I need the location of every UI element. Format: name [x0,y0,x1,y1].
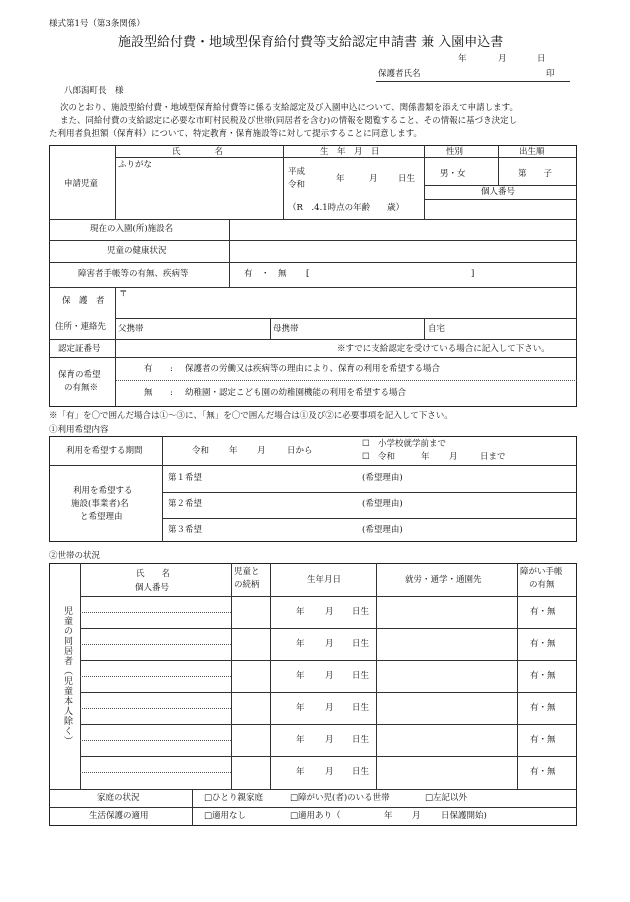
postal-mark: 〒 [119,289,128,299]
hh-header-relation-2: の続柄 [234,580,260,590]
cert-note: ※すでに支給認定を受けている場合に記入して下さい。 [337,344,550,354]
option-year: 年 [421,452,430,462]
personal-number-label: 個人番号 [481,187,516,197]
guardian-label: 保 護 者 [62,296,105,306]
hh-row-5-month: 月 [325,735,334,745]
era-heisei[interactable]: 平成 [288,167,306,177]
hh-header-name: 氏 名 [136,569,171,579]
bracket-close: ] [471,269,475,279]
hh-row-1-day: 日生 [352,607,370,617]
choice-1-reason: (希望理由) [362,473,403,483]
header-name: 氏 名 [172,147,224,157]
hh-row-6-yes-no[interactable]: 有・無 [530,767,556,777]
option-until: 日まで [480,452,506,462]
hh-row-6-year: 年 [296,767,305,777]
hh-header-dob: 生年月日 [307,575,342,585]
hh-row-2-year: 年 [296,639,305,649]
health-field[interactable] [230,241,576,261]
age-note: （R .4.1時点の年齢 歳） [288,203,405,213]
seal-label: 印 [546,69,555,79]
colon-2: : [170,388,173,398]
wish-no[interactable]: 無 [144,388,153,398]
option-reiwa: 令和 [378,452,396,462]
note-1: ※「有」を〇で囲んだ場合は①～③に、「無」を〇で囲んだ場合は①及び②に必要事項を記入して下さい。 [49,411,453,421]
hh-header-personal-no: 個人番号 [135,583,170,593]
date-year-label: 年 [458,54,467,64]
hh-row-4-yes-no[interactable]: 有・無 [530,703,556,713]
section-1-title: ①利用希望内容 [49,425,109,435]
hh-row-3-month: 月 [325,671,334,681]
header-dob: 生 年 月 日 [320,147,380,157]
welfare-label: 生活保護の適用 [89,811,149,821]
family-status-label: 家庭の状況 [97,793,140,803]
welfare-applied[interactable]: □適用あり（ [290,811,341,821]
current-facility-label: 現在の入園(所)施設名 [90,224,174,234]
disability-label: 障害者手帳等の有無、疾病等 [78,269,189,279]
cert-number-label: 認定証番号 [58,344,101,354]
period-month: 月 [257,446,266,456]
checkbox-preschool[interactable]: ☐ [362,439,370,449]
period-label: 利用を希望する期間 [66,446,143,456]
family-disability[interactable]: □障がい児(者)のいる世帯 [290,793,390,803]
hh-row-6-month: 月 [325,767,334,777]
choice-3-label: 第３希望 [168,525,203,535]
disability-yes-no[interactable]: 有 ・ 無 [244,269,287,279]
section-2-title: ②世帯の状況 [49,551,101,561]
hh-row-2-month: 月 [325,639,334,649]
facility-label-2: 施設(事業者)名 [71,499,129,509]
mother-mobile-label: 母携帯 [273,324,299,334]
hh-row-5-day: 日生 [352,735,370,745]
guardian-name-label: 保護者氏名 [378,69,421,79]
intro-line-1: 次のとおり、施設型給付費・地域型保育給付費等に係る支給認定及び入園申込について、関係書類を添えて申請します。 [60,103,518,113]
hh-header-work: 就労・通学・通園先 [405,575,482,585]
period-from: 日から [287,446,313,456]
hh-row-5-yes-no[interactable]: 有・無 [530,735,556,745]
nursery-wish-label: 保育の希望 [58,370,101,380]
choice-2-reason: (希望理由) [362,499,403,509]
current-facility-field[interactable] [230,220,576,239]
period-year: 年 [229,446,238,456]
facility-label-3: と希望理由 [80,512,123,522]
disability-detail-field[interactable] [312,264,468,284]
hh-row-5-year: 年 [296,735,305,745]
hh-row-3-yes-no[interactable]: 有・無 [530,671,556,681]
hh-row-6-day: 日生 [352,767,370,777]
household-side-label: 児童の同居者（児童本人除く） [62,606,72,746]
colon-1: : [170,364,173,374]
guardian-name-line[interactable] [376,81,570,82]
wish-yes[interactable]: 有 [144,364,153,374]
era-reiwa[interactable]: 令和 [288,180,306,190]
sex-options[interactable]: 男・女 [440,169,466,179]
period-reiwa: 令和 [192,446,210,456]
wish-no-desc: 幼稚園・認定こども園の幼稚園機能の利用を希望する場合 [185,388,407,398]
furigana-label: ふりがな [118,160,153,170]
hh-header-disability-2: の有無 [529,580,555,590]
choice-1-label: 第１希望 [168,473,203,483]
hh-row-3-day: 日生 [352,671,370,681]
father-mobile-label: 父携帯 [118,324,144,334]
welfare-month: 月 [412,811,421,821]
family-single-parent[interactable]: □ひとり親家庭 [204,793,264,803]
page-title: 施設型給付費・地域型保育給付費等支給認定申請書 兼 入園申込書 [118,35,504,50]
welfare-none[interactable]: □適用なし [204,811,247,821]
welfare-start: 日保護開始) [441,811,487,821]
date-day-label: 日 [537,54,546,64]
checkbox-until-date[interactable]: ☐ [362,452,370,462]
hh-row-4-year: 年 [296,703,305,713]
hh-row-1-month: 月 [325,607,334,617]
choice-3-reason: (希望理由) [362,525,403,535]
intro-line-2: また、同給付費の支給認定に必要な市町村民税及び世帯(同居者を含む)の情報を閲覧すること、その情報に基づき決定し [60,116,518,126]
birth-order[interactable]: 第 子 [518,169,553,179]
health-label: 児童の健康状況 [107,246,167,256]
household-table [49,563,577,826]
wish-yes-desc: 保護者の労働又は疾病等の理由により、保育の利用を希望する場合 [185,364,441,374]
address-field[interactable] [116,288,576,317]
hh-row-4-day: 日生 [352,703,370,713]
facility-label-1: 利用を希望する [73,486,133,496]
form-number: 様式第1号（第3条関係） [49,19,145,29]
hh-row-1-yes-no[interactable]: 有・無 [530,607,556,617]
addressee: 八郎潟町長 様 [64,86,124,96]
hh-row-3-year: 年 [296,671,305,681]
address-contact-label: 住所・連絡先 [55,322,107,332]
option-month: 月 [449,452,458,462]
hh-row-2-day: 日生 [352,639,370,649]
personal-number-field[interactable] [425,200,576,218]
header-sex: 性別 [446,147,464,157]
hh-row-1-year: 年 [296,607,305,617]
child-name-field[interactable] [116,172,282,218]
home-phone-label: 自宅 [428,324,446,334]
dob-day: 日生 [398,174,416,184]
dob-month: 月 [369,174,378,184]
dob-year: 年 [336,174,345,184]
hh-row-2-yes-no[interactable]: 有・無 [530,639,556,649]
option-preschool: 小学校就学前まで [378,439,447,449]
applicant-label: 申請児童 [64,179,99,189]
hh-header-relation-1: 児童と [234,567,260,577]
welfare-year: 年 [384,811,393,821]
hh-row-4-month: 月 [325,703,334,713]
family-other[interactable]: □左記以外 [425,793,468,803]
hh-header-disability-1: 障がい手帳 [520,567,563,577]
bracket-open: [ [306,269,310,279]
nursery-wish-label-2: の有無※ [64,383,99,393]
header-birth-order: 出生順 [519,147,545,157]
intro-line-3: た利用者負担額（保育料）について、特定教育・保育施設等に対して提示することに同意します。 [49,129,422,139]
date-month-label: 月 [498,54,507,64]
choice-2-label: 第２希望 [168,499,203,509]
